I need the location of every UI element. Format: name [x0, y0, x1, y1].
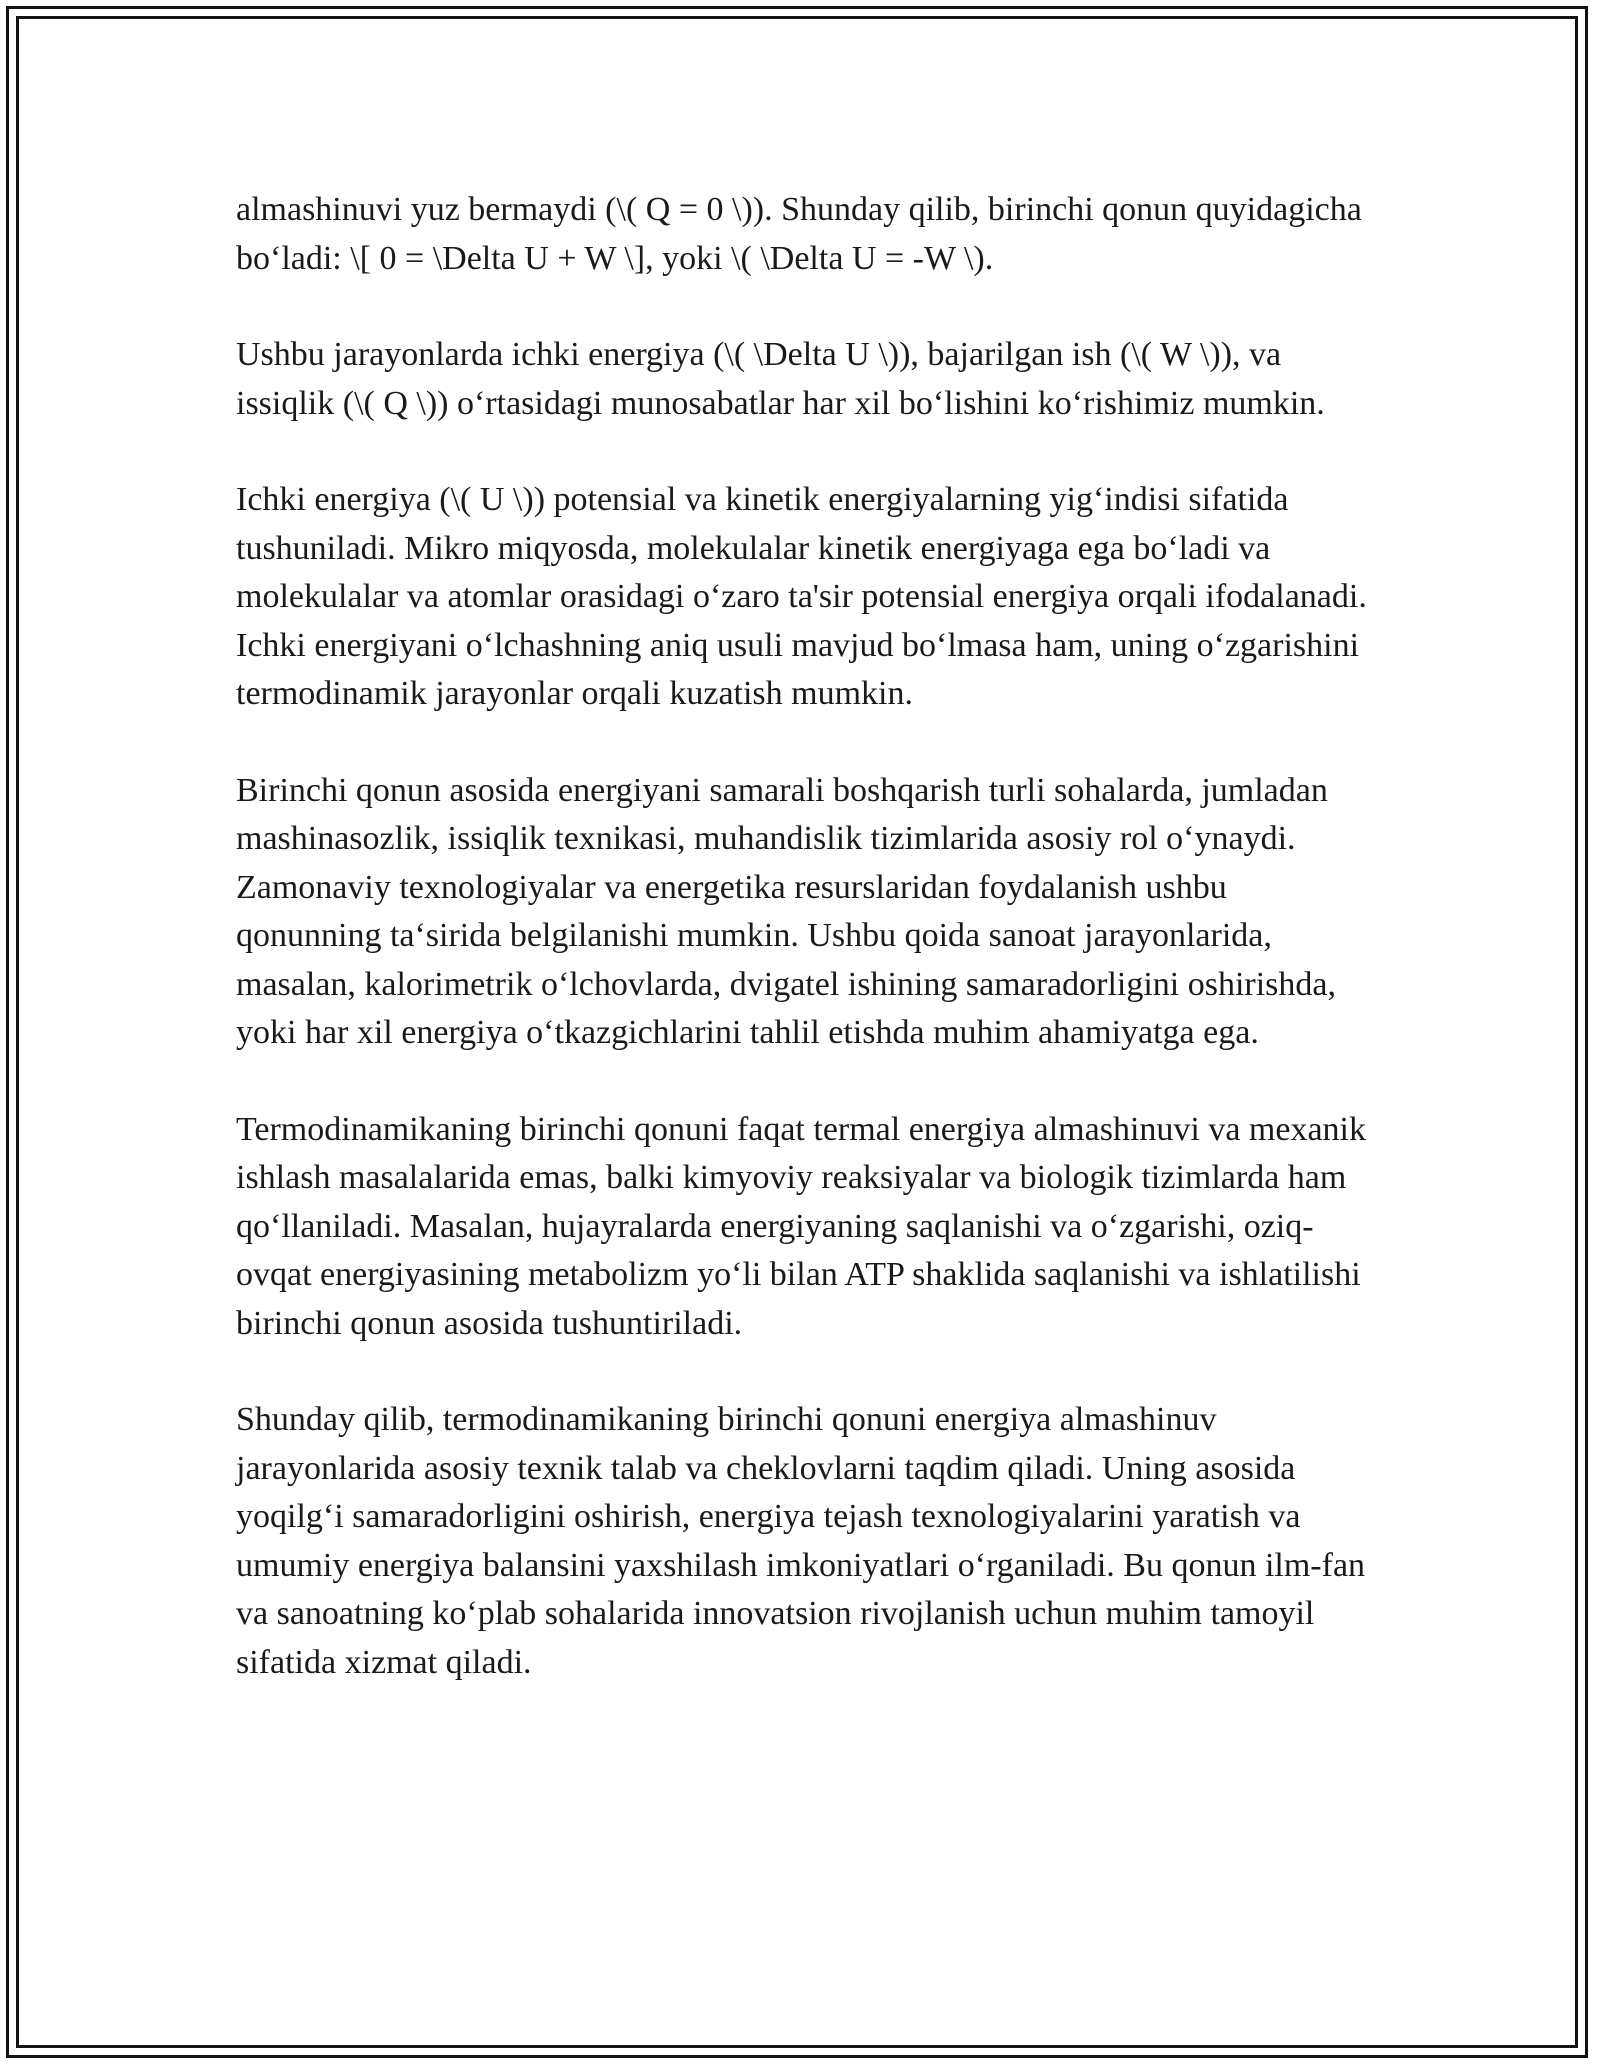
paragraph-internal-energy: Ichki energiya (\( U \)) potensial va kinetik energiyalarning yig‘indisi sifatida tushuniladi. Mikro miqyosda, molekulalar kinetik energiyaga ega bo‘ladi va molekulalar va atomlar orasidagi o‘zaro ta'sir potensial energiya orqali ifodalanadi. Ichki energiyani o‘lchashning aniq usuli mavjud bo‘lmasa ham, uning o‘zgarishini termodinamik jarayonlar orqali kuzatish mumkin.	[236, 481, 1367, 712]
paragraph-first-law-adiabatic: almashinuvi yuz bermaydi (\( Q = 0 \)). Shunday qilib, birinchi qonun quyidagicha bo‘ladi: \[ 0 = \Delta U + W \], yoki \( \Delta U = -W \).	[236, 191, 1362, 277]
paragraph-energy-management: Birinchi qonun asosida energiyani samarali boshqarish turli sohalarda, jumladan mashinasozlik, issiqlik texnikasi, muhandislik tizimlarida asosiy rol o‘ynaydi. Zamonaviy texnologiyalar va energetika resurslaridan foydalanish ushbu qonunning ta‘sirida belgilanishi mumkin. Ushbu qoida sanoat jarayonlarida, masalan, kalorimetrik o‘lchovlarda, dvigatel ishining samaradorligini oshirishda, yoki har xil energiya o‘tkazgichlarini tahlil etishda muhim ahamiyatga ega.	[236, 771, 1337, 1051]
paragraph-conclusion: Shunday qilib, termodinamikaning birinchi qonuni energiya almashinuv jarayonlarida asosiy texnik talab va cheklovlarni taqdim qiladi. Uning asosida yoqilg‘i samaradorligini oshirish, energiya tejash texnologiyalarini yaratish va umumiy energiya balansini yaxshilash imkoniyatlari o‘rganiladi. Bu qonun ilm-fan va sanoatning ko‘plab sohalarida innovatsion rivojlanish uchun muhim tamoyil sifatida xizmat qiladi.	[236, 1401, 1366, 1681]
document-body	[236, 186, 1376, 1735]
paragraph-energy-relations: Ushbu jarayonlarda ichki energiya (\( \Delta U \)), bajarilgan ish (\( W \)), va issiqlik (\( Q \)) o‘rtasidagi munosabatlar har xil bo‘lishini ko‘rishimiz mumkin.	[236, 336, 1325, 422]
paragraph-chemical-biological: Termodinamikaning birinchi qonuni faqat termal energiya almashinuvi va mexanik ishlash masalalarida emas, balki kimyoviy reaksiyalar va biologik tizimlarda ham qo‘llaniladi. Masalan, hujayralarda energiyaning saqlanishi va o‘zgarishi, oziq-ovqat energiyasining metabolizm yo‘li bilan ATP shaklida saqlanishi va ishlatilishi birinchi qonun asosida tushuntiriladi.	[236, 1110, 1367, 1342]
